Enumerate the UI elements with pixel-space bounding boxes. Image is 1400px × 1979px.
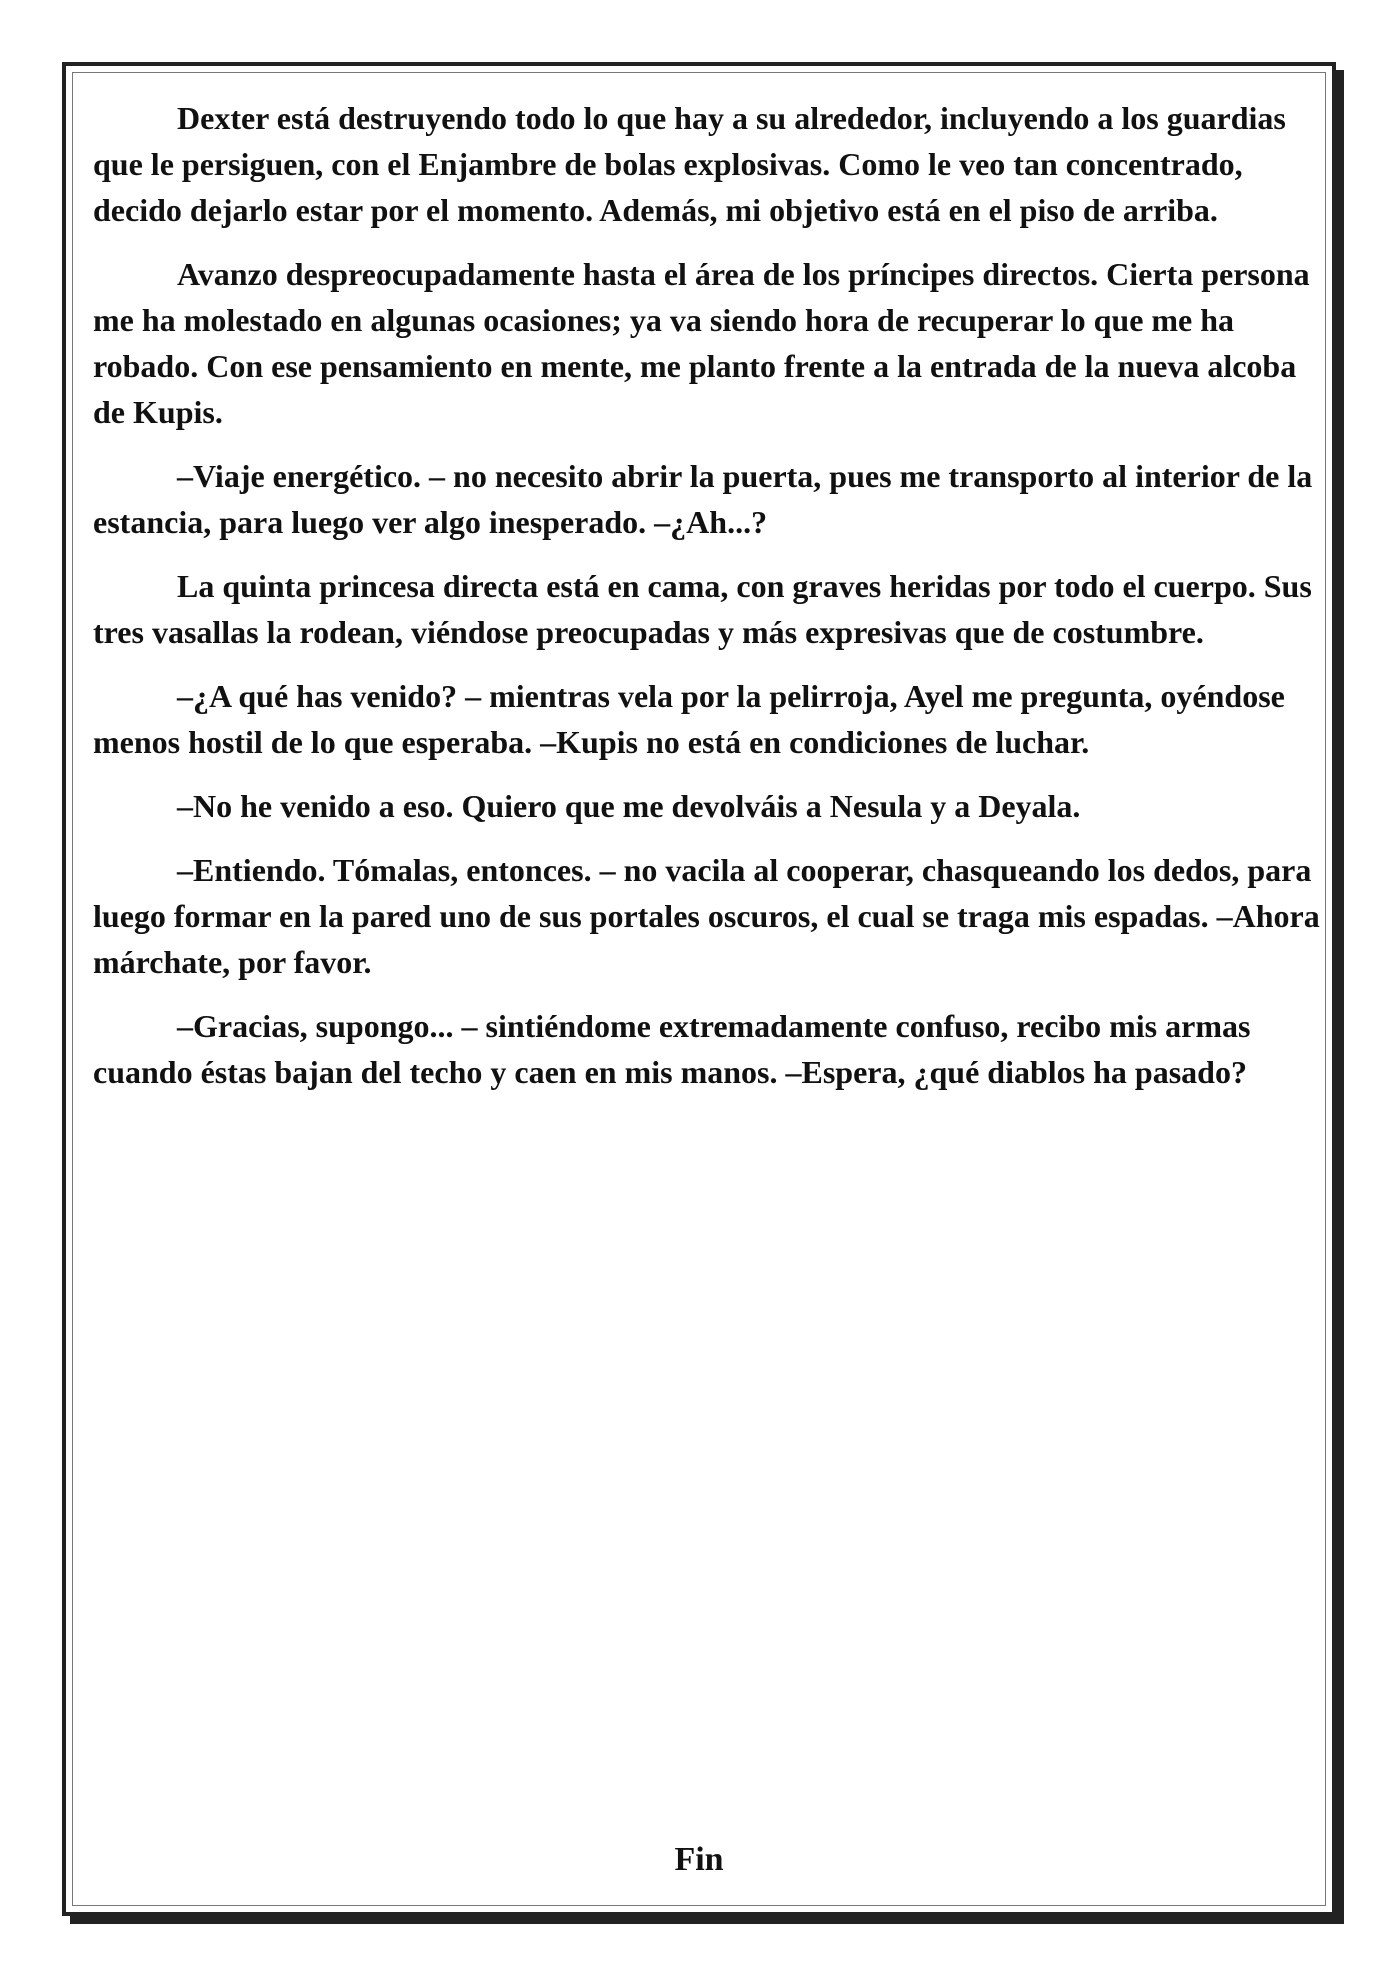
- paragraph: Dexter está destruyendo todo lo que hay a su alrededor, incluyendo a los guardias que le persiguen, con el Enjambre de bolas explosivas. Como le veo tan concentrado, decido dejarlo estar por el momento. Además, mi objetivo está en el piso de arriba.: [93, 100, 1286, 228]
- paragraph: –Viaje energético. – no necesito abrir la puerta, pues me transporto al interior de la estancia, para luego ver algo inesperado. –¿Ah...?: [93, 458, 1313, 540]
- end-mark: Fin: [674, 1841, 724, 1878]
- paragraph: –Entiendo. Tómalas, entonces. – no vacila al cooperar, chasqueando los dedos, para luego formar en la pared uno de sus portales oscuros, el cual se traga mis espadas. –Ahora márchate, por favor.: [93, 852, 1320, 980]
- page-inner-border: [72, 72, 1326, 1906]
- page-frame: [62, 62, 1336, 1916]
- paragraph: Avanzo despreocupadamente hasta el área de los príncipes directos. Cierta persona me ha molestado en algunas ocasiones; ya va siendo hora de recuperar lo que me ha robado. Con ese pensamiento en mente, me planto frente a la entrada de la nueva alcoba de Kupis.: [93, 256, 1310, 430]
- paragraph: –¿A qué has venido? – mientras vela por la pelirroja, Ayel me pregunta, oyéndose menos hostil de lo que esperaba. –Kupis no está en condiciones de luchar.: [93, 678, 1285, 760]
- paragraph: La quinta princesa directa está en cama, con graves heridas por todo el cuerpo. Sus tres vasallas la rodean, viéndose preocupadas y más expresivas que de costumbre.: [93, 568, 1312, 650]
- paragraph: –Gracias, supongo... – sintiéndome extremadamente confuso, recibo mis armas cuando éstas bajan del techo y caen en mis manos. –Espera, ¿qué diablos ha pasado?: [93, 1008, 1251, 1090]
- story-text: [93, 95, 1321, 1113]
- paragraph: –No he venido a eso. Quiero que me devolváis a Nesula y a Deyala.: [177, 788, 1081, 824]
